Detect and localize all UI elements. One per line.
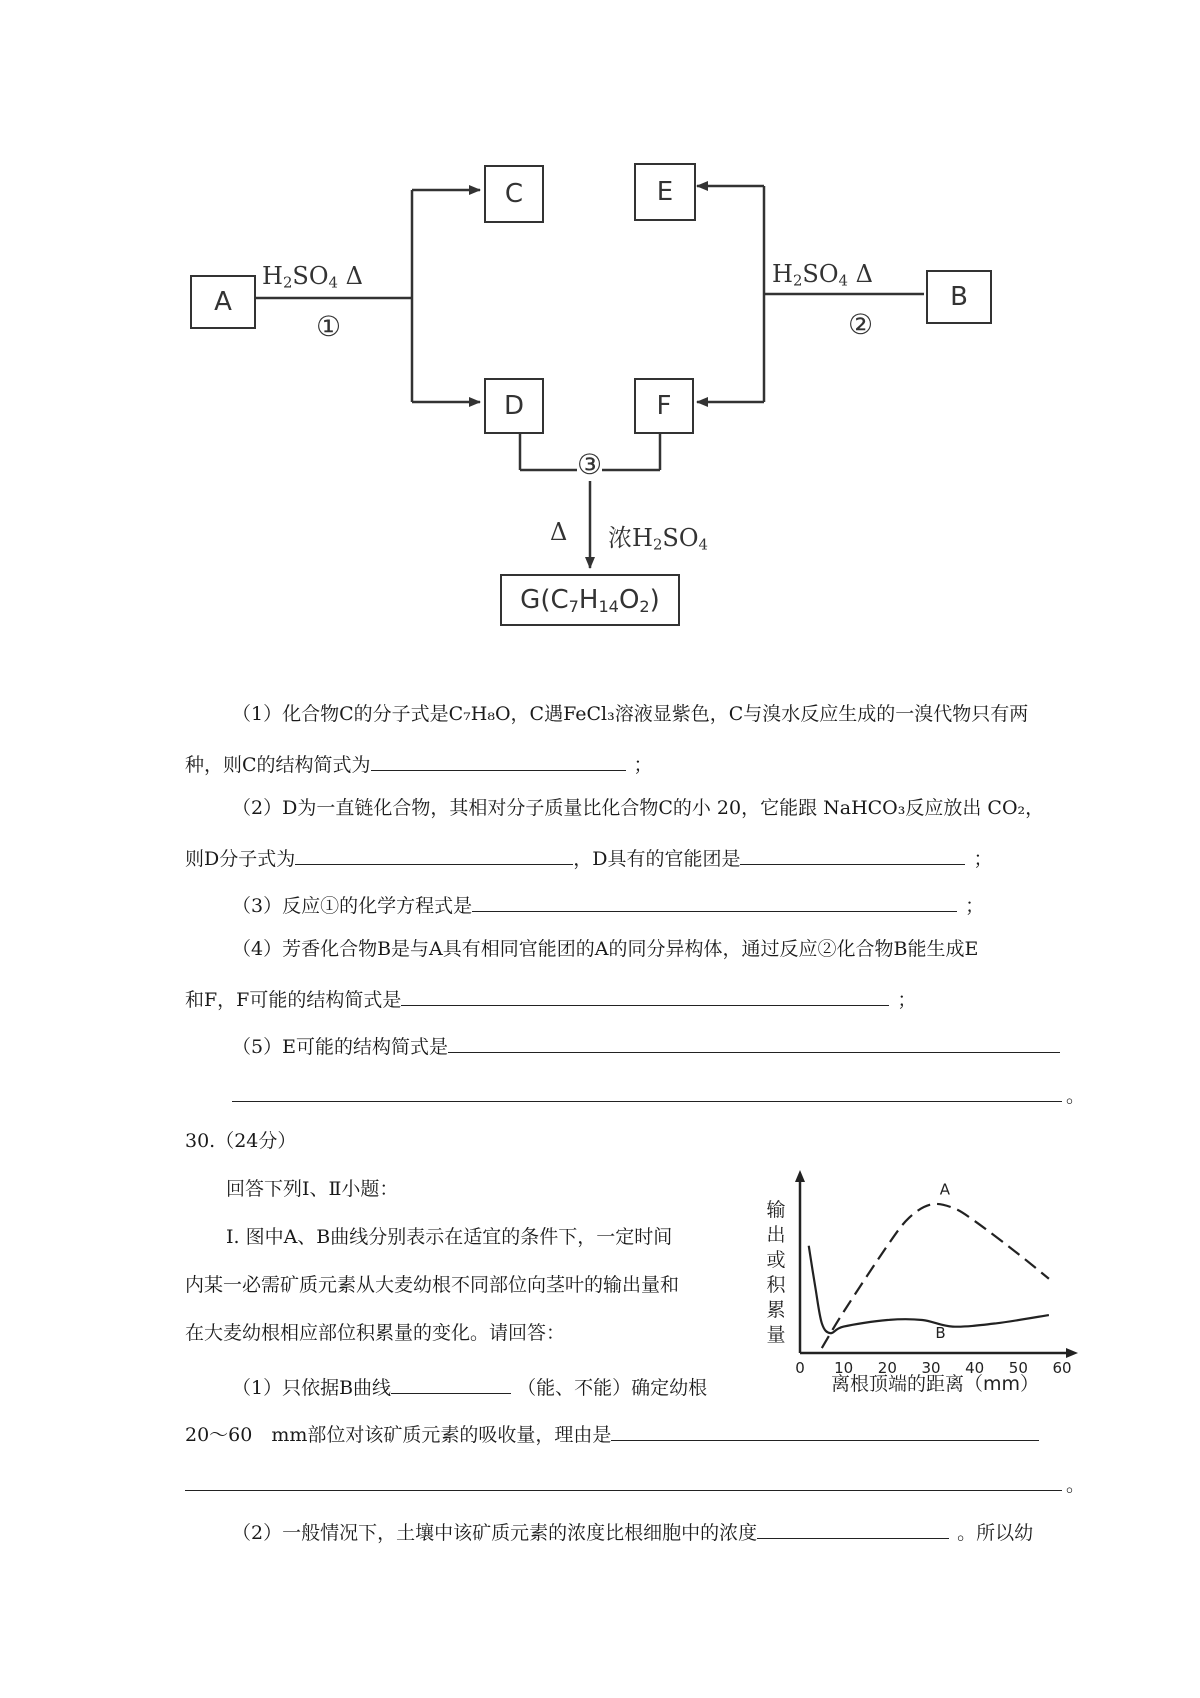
heat-symbol-3: Δ	[550, 518, 568, 546]
reaction3-reagent: 浓$H_2SO_4$	[608, 524, 708, 554]
section30-intro: 回答下列Ⅰ、Ⅱ小题：	[226, 1178, 399, 1200]
section30-p1-line2: 内某一必需矿质元素从大麦幼根不同部位向茎叶的输出量和	[185, 1274, 680, 1296]
box-f	[634, 378, 694, 434]
series-label-B: B	[935, 1324, 946, 1343]
q5-line1: （5）E可能的结构简式是	[232, 1034, 1060, 1057]
q5-line2: 。	[232, 1083, 1085, 1106]
section30-p1-line3: 在大麦幼根相应部位积累量的变化。请回答：	[185, 1322, 566, 1344]
q2-line1: （2）D为一直链化合物，其相对分子质量比化合物C的小 20，它能跟 NaHCO₃反应放出 CO₂，	[232, 797, 1045, 819]
section30-q2-line: （2）一般情况下，土壤中该矿质元素的浓度比根细胞中的浓度 。所以幼	[232, 1522, 1034, 1544]
box-a-label: A	[214, 287, 232, 317]
x-tick-0: 0	[795, 1359, 805, 1377]
heat-symbol-1: Δ	[345, 262, 363, 290]
q1-line2: 种，则C的结构简式为 ；	[185, 754, 653, 776]
answer-blank-30-q1-a[interactable]	[391, 1375, 511, 1394]
y-label-char: 输	[766, 1199, 786, 1221]
x-tick-10: 10	[834, 1359, 854, 1377]
section30-q1-line1: （1）只依据B曲线 （能、不能）确定幼根	[232, 1377, 708, 1399]
x-tick-20: 20	[877, 1359, 897, 1377]
section30-header: 30.（24分）	[185, 1130, 297, 1152]
answer-blank-30-q1-b[interactable]	[611, 1422, 1039, 1441]
q2-line2: 则D分子式为 ，D具有的官能团是 ；	[185, 848, 993, 870]
q4-line1: （4）芳香化合物B是与A具有相同官能团的A的同分异构体，通过反应②化合物B能生成E	[232, 938, 979, 960]
y-label-char: 积	[766, 1274, 786, 1296]
y-label-char: 累	[766, 1299, 786, 1321]
mineral-element-chart	[760, 1168, 1080, 1400]
answer-blank-30-q1-c[interactable]	[185, 1472, 1062, 1491]
q4-line2: 和F，F可能的结构简式是 ；	[185, 989, 917, 1011]
series-group	[809, 1181, 1049, 1348]
section30-q1-line2: 20～60 mm部位对该矿质元素的吸收量，理由是	[185, 1422, 1039, 1445]
reaction1-number: ①	[316, 310, 342, 343]
box-d-label: D	[503, 391, 525, 421]
box-g	[500, 574, 680, 626]
answer-blank-q2-group[interactable]	[740, 846, 965, 865]
box-c	[484, 165, 544, 223]
answer-blank-q5-b[interactable]	[232, 1083, 1062, 1102]
box-d	[484, 378, 544, 434]
reaction2-number: ②	[848, 308, 874, 341]
section30-p1-line1: Ⅰ. 图中A、B曲线分别表示在适宜的条件下，一定时间	[226, 1226, 673, 1248]
answer-blank-30-q2[interactable]	[757, 1520, 949, 1539]
box-b-label: B	[950, 282, 968, 312]
series-line-B	[809, 1246, 1049, 1333]
box-a	[190, 275, 256, 329]
answer-blank-q2-formula[interactable]	[295, 846, 573, 865]
box-g-label: $G(C_7H_{14}O_2)$	[520, 585, 660, 617]
y-label-char: 量	[766, 1324, 786, 1346]
reaction1-reagent: $H_2SO_4$ Δ	[262, 262, 363, 292]
series-label-A: A	[939, 1180, 950, 1199]
answer-blank-q4[interactable]	[401, 987, 889, 1006]
reaction2-reagent: $H_2SO_4$ Δ	[772, 260, 873, 290]
x-axis-label: 离根顶端的距离（mm）	[830, 1373, 1040, 1395]
answer-blank-q1[interactable]	[371, 752, 626, 771]
x-tick-40: 40	[965, 1359, 985, 1377]
flowchart-lines	[0, 0, 1200, 640]
y-axis-label	[766, 1199, 786, 1346]
box-f-label: F	[656, 391, 672, 421]
x-tick-50: 50	[1008, 1359, 1028, 1377]
heat-symbol-2: Δ	[855, 260, 873, 288]
box-b	[926, 270, 992, 324]
x-tick-60: 60	[1052, 1359, 1072, 1377]
answer-blank-q3[interactable]	[472, 893, 957, 912]
q3-line: （3）反应①的化学方程式是 ；	[232, 895, 985, 917]
box-e-label: E	[656, 177, 674, 207]
answer-blank-q5-a[interactable]	[448, 1034, 1060, 1053]
q1-line1: （1）化合物C的分子式是C₇H₈O，C遇FeCl₃溶液显紫色，C与溴水反应生成的一溴代物只有两	[232, 703, 1029, 725]
section30-q1-line3: 。	[185, 1472, 1085, 1495]
box-e	[634, 163, 696, 221]
x-tick-30: 30	[921, 1359, 941, 1377]
box-c-label: C	[504, 179, 524, 209]
reaction3-number: ③	[577, 448, 603, 481]
y-label-char: 或	[766, 1249, 786, 1271]
y-label-char: 出	[766, 1224, 786, 1246]
